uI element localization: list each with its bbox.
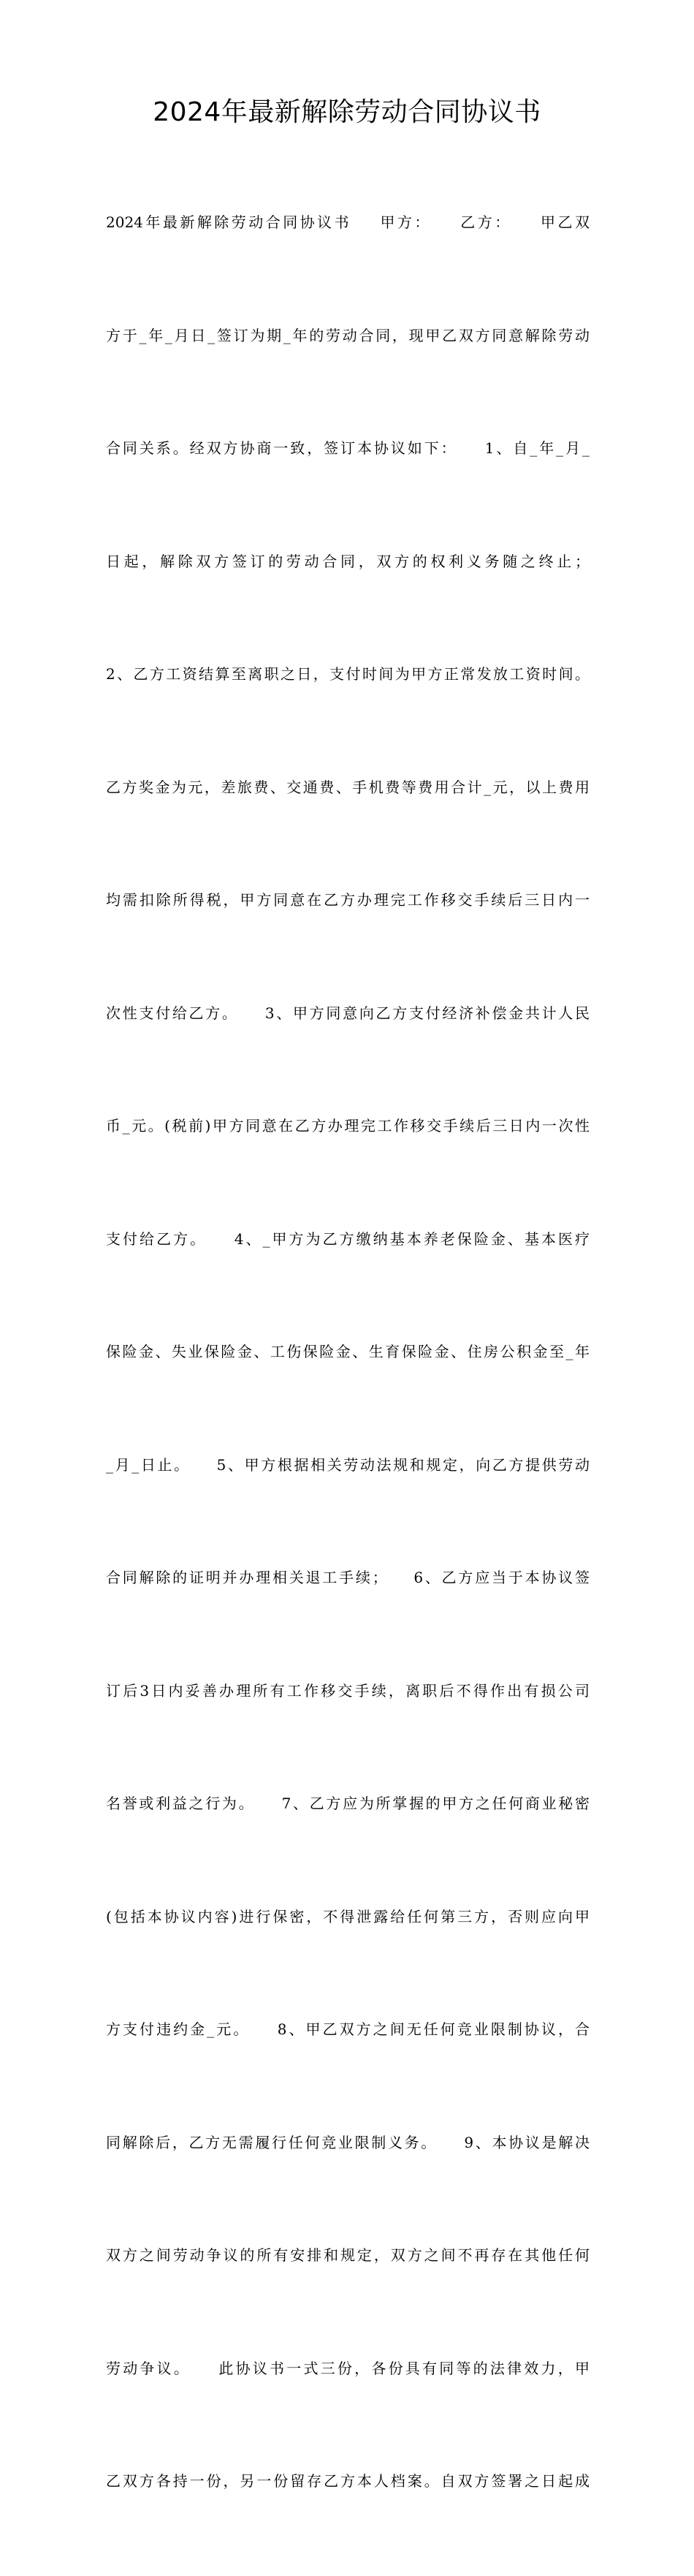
body-line-7: 均需扣除所得税，甲方同意在乙方办理完工作移交手续后三日内一 — [106, 891, 590, 909]
body-line-12: _月_日止。 5、甲方根据相关劳动法规和规定，向乙方提供劳动 — [106, 1455, 590, 1474]
body-line-16: (包括本协议内容)进行保密，不得泄露给任何第三方，否则应向甲 — [106, 1907, 590, 1925]
body-line-13: 合同解除的证明并办理相关退工手续； 6、乙方应当于本协议签 — [106, 1569, 590, 1586]
body-line-4: 日起，解除双方签订的劳动合同，双方的权利义务随之终止； — [106, 552, 590, 570]
body-line-9: 币_元。(税前)甲方同意在乙方办理完工作移交手续后三日内一次性 — [106, 1117, 590, 1134]
body-line-10: 支付给乙方。 4、_甲方为乙方缴纳基本养老保险金、基本医疗 — [106, 1230, 590, 1248]
body-line-21: 乙双方各持一份，另一份留存乙方本人档案。自双方签署之日起成 — [106, 2472, 590, 2490]
body-line-3: 合同关系。经双方协商一致，签订本协议如下： 1、自_年_月_ — [106, 439, 590, 457]
body-line-2: 方于_年_月日_签订为期_年的劳动合同，现甲乙双方同意解除劳动 — [106, 326, 590, 344]
body-line-18: 同解除后，乙方无需履行任何竞业限制义务。 9、本协议是解决 — [106, 2133, 590, 2151]
body-line-17: 方支付违约金_元。 8、甲乙双方之间无任何竞业限制协议，合 — [106, 2020, 590, 2038]
body-line-5: 2、乙方工资结算至离职之日，支付时间为甲方正常发放工资时间。 — [106, 665, 590, 683]
body-line-1: 2024年最新解除劳动合同协议书 甲方： 乙方： 甲乙双 — [106, 213, 590, 231]
body-line-11: 保险金、失业保险金、工伤保险金、生育保险金、住房公积金至_年 — [106, 1343, 590, 1360]
body-line-15: 名誉或利益之行为。 7、乙方应为所掌握的甲方之任何商业秘密 — [106, 1795, 590, 1812]
body-line-8: 次性支付给乙方。 3、甲方同意向乙方支付经济补偿金共计人民 — [106, 1004, 590, 1022]
body-line-19: 双方之间劳动争议的所有安排和规定，双方之间不再存在其他任何 — [106, 2246, 590, 2264]
body-line-6: 乙方奖金为元，差旅费、交通费、手机费等费用合计_元，以上费用 — [106, 778, 590, 796]
document-title: 2024年最新解除劳动合同协议书 — [153, 97, 541, 127]
body-line-20: 劳动争议。 此协议书一式三份，各份具有同等的法律效力，甲 — [106, 2359, 590, 2377]
body-line-14: 订后3日内妥善办理所有工作移交手续，离职后不得作出有损公司 — [106, 1681, 590, 1700]
document-body — [106, 129, 590, 2576]
